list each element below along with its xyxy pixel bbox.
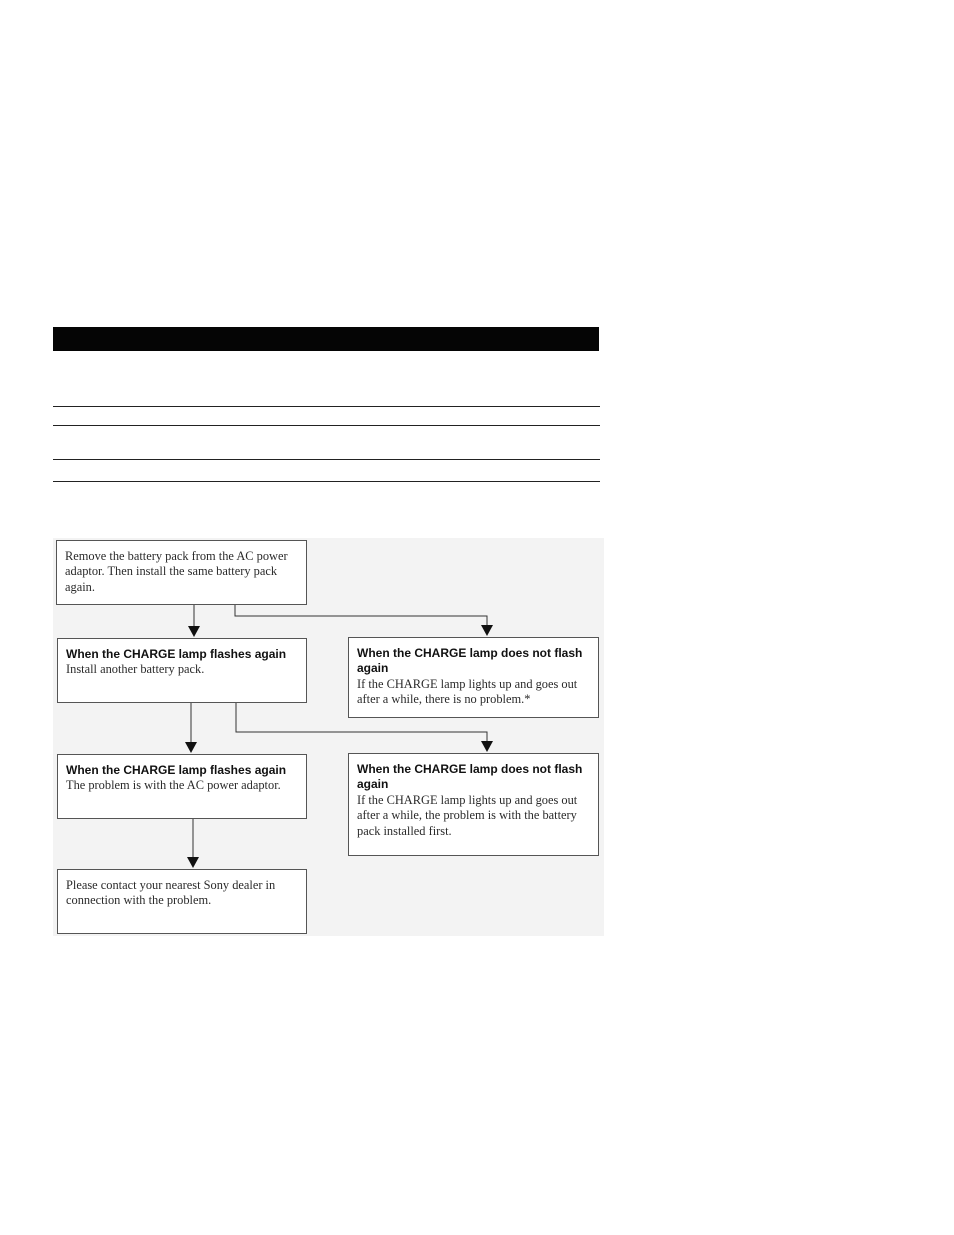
start-step-box (56, 540, 307, 605)
flash-again-title-1: When the CHARGE lamp flashes again (66, 647, 287, 661)
no-flash-title-2: When the CHARGE lamp does not flash again (357, 762, 583, 792)
flash-again-box-2 (57, 754, 307, 819)
no-flash-body-2: If the CHARGE lamp lights up and goes out after a while, the problem is with the battery pack installed first. (357, 792, 578, 838)
no-flash-box-1 (348, 637, 599, 718)
divider-line (53, 425, 600, 426)
divider-line (53, 481, 600, 482)
no-flash-title-1: When the CHARGE lamp does not flash again (357, 646, 583, 676)
flash-again-box-1 (57, 638, 307, 703)
start-step-text: Remove the battery pack from the AC power adaptor. Then install the same battery pack again. (65, 549, 288, 594)
contact-dealer-box (57, 869, 307, 934)
flash-again-title-2: When the CHARGE lamp flashes again (66, 763, 287, 777)
divider-line (53, 459, 600, 460)
flash-again-body-2: The problem is with the AC power adaptor. (66, 778, 281, 793)
flash-again-body-1: Install another battery pack. (66, 662, 205, 677)
no-flash-body-1: If the CHARGE lamp lights up and goes out after a while, there is no problem.* (357, 676, 578, 707)
contact-dealer-text: Please contact your nearest Sony dealer in connection with the problem. (66, 878, 276, 908)
no-flash-box-2 (348, 753, 599, 856)
divider-line (53, 406, 600, 407)
section-header-bar (53, 327, 599, 351)
